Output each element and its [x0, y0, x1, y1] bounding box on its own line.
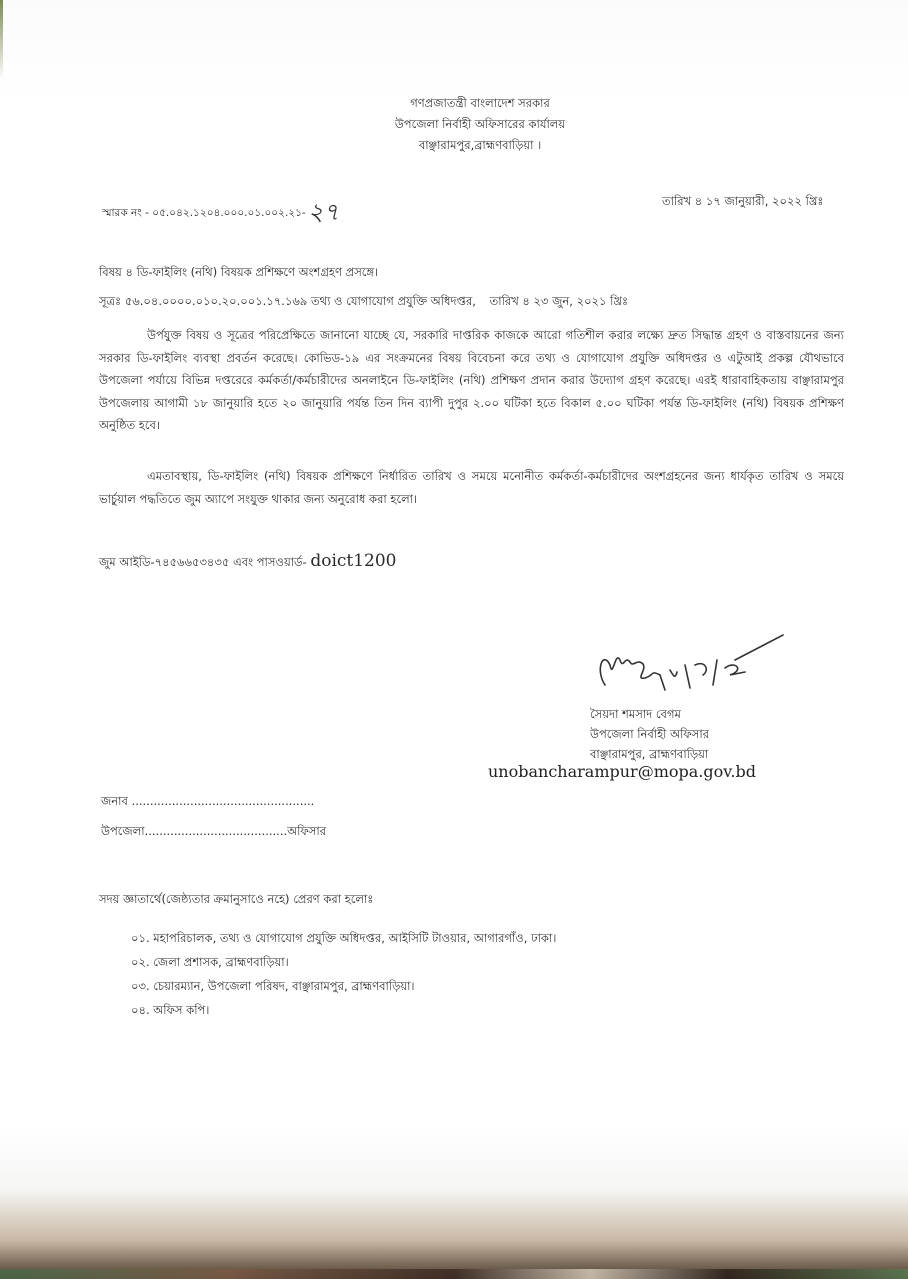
letterhead-office: উপজেলা নির্বাহী অফিসারের কার্যালয়: [394, 117, 566, 131]
letterhead-location: বাঞ্ছারামপুর,ব্রাহ্মণবাড়িয়া ।: [418, 138, 542, 152]
reference-date: তারিখ ৪ ২৩ জুন, ২০২১ খ্রিঃ: [489, 294, 629, 308]
letterhead-government: গণপ্রজাতন্ত্রী বাংলাদেশ সরকার: [410, 96, 550, 110]
copies-heading: সদয় জ্ঞাতার্থে(জেষ্ঠ্যতার ক্রমানুসাওে নহে) প্রেরণ করা হলোঃ: [99, 892, 374, 906]
signatory-email: unobancharampur@mopa.gov.bd: [488, 762, 756, 781]
signatory-designation: উপজেলা নির্বাহী অফিসার: [590, 727, 710, 741]
memo-handwritten-number: ২৭: [307, 198, 339, 226]
reference-text: সূত্রঃ ৫৬.০৪.০০০০.০১০.২০.০০১.১৭.১৬৯ তথ্য ও যোগাযোগ প্রযুক্তি অধিদপ্তর,: [99, 294, 476, 308]
memo-reference-label: স্মারক নং - ০৫.০৪২.১২০৪.০০০.০১.০০২.২১-: [102, 207, 306, 219]
recipient-line-2: উপজেলা.......................................অফিসার: [101, 824, 327, 838]
copy-item: ০৩. চেয়ারম্যান, উপজেলা পরিষদ, বাঞ্ছারামপুর, ব্রাহ্মণবাড়িয়া।: [131, 979, 415, 993]
subject-line: বিষয় ৪ ডি-ফাইলিং (নথি) বিষয়ক প্রশিক্ষণে অংশগ্রহণ প্রসঙ্গে।: [99, 265, 379, 279]
photo-background-edge: [0, 1269, 908, 1279]
body-paragraph-1: উর্পযুক্ত বিষয় ও সূত্রের পরিপ্রেক্ষিতে জানানো যাচ্ছে যে, সরকারি দাপ্তরিক কাজকে আরো গতিশীল করার লক্ষ্যে দ্রুত সিদ্ধান্ত গ্রহণ ও বাস্তবায়নের জন্য সরকার ডি-ফাইলিং ব্যবস্থা প্রবর্তন করেছে। কোভিড-১৯ এর সংক্রমনের বিষয় বিবেচনা করে তথ্য ও যোগাযোগ প্রযুক্তি অধিদপ্তর ও এটুআই প্রকল্প যৌথভাবে উপজেলা পর্যায়ে বিভিন্ন দপ্তরেরে কর্মকর্তা/কর্মচারীদের অনলাইনে ডি-ফাইলিং (নথি) প্রশিক্ষণ প্রদান করার উদ্যোগ গ্রহণ করেছে। এরই ধারাবাহিকতায় বাঞ্ছারামপুর উপজেলায় আগামী ১৮ জানুয়ারি হতে ২০ জানুয়ারি পর্যন্ত তিন দিন ব্যাপী দুপুর ২.০০ ঘটিকা হতে বিকাল ৫.০০ ঘটিকা পর্যন্ত ডি-ফাইলিং (নথি) বিষয়ক প্রশিক্ষণ অনুষ্ঠিত হবে।: [99, 328, 844, 432]
memo-reference-number: [102, 198, 339, 226]
signatory-name: সৈয়দা শমসাদ বেগম: [590, 707, 681, 721]
zoom-id-label: জুম আইডি-৭৪৫৬৬৫৩৪৩৫ এবং পাসওয়ার্ড-: [99, 555, 307, 569]
copy-item: ০২. জেলা প্রশাসক, ব্রাহ্মণবাড়িয়া।: [131, 955, 289, 969]
memo-date: তারিখ ৪ ১৭ জানুয়ারী, ২০২২ খ্রিঃ: [662, 194, 824, 208]
zoom-credentials: [99, 551, 397, 571]
copy-item: ০১. মহাপরিচালক, তথ্য ও যোগাযোগ প্রযুক্তি অধিদপ্তর, আইসিটি টাওয়ার, আগারগাঁও, ঢাকা।: [131, 931, 557, 945]
reference-line: [99, 294, 628, 308]
signatory-location: বাঞ্ছারামপুর, ব্রাহ্মণবাড়িয়া: [590, 747, 709, 761]
body-paragraph-2: এমতাবস্থায়, ডি-ফাইলিং (নথি) বিষয়ক প্রশিক্ষণে নির্ধারিত তারিখ ও সময়ে মনোনীত কর্মকর্তা-কর্মচারীদের অংশগ্রহনের জন্য ধার্যকৃত তারিখ ও সময়ে ভার্চুয়াল পদ্ধতিতে জুম অ্যাপে সংযুক্ত থাকার জন্য অনুরোধ করা হলো।: [99, 469, 844, 506]
page-edge-shadow: [0, 0, 3, 80]
zoom-password: doict1200: [310, 551, 397, 571]
signature-scribble: [585, 630, 785, 700]
recipient-line-1: জনাব ..................................................: [101, 794, 315, 808]
copy-item: ০৪. অফিস কপি।: [131, 1003, 210, 1017]
